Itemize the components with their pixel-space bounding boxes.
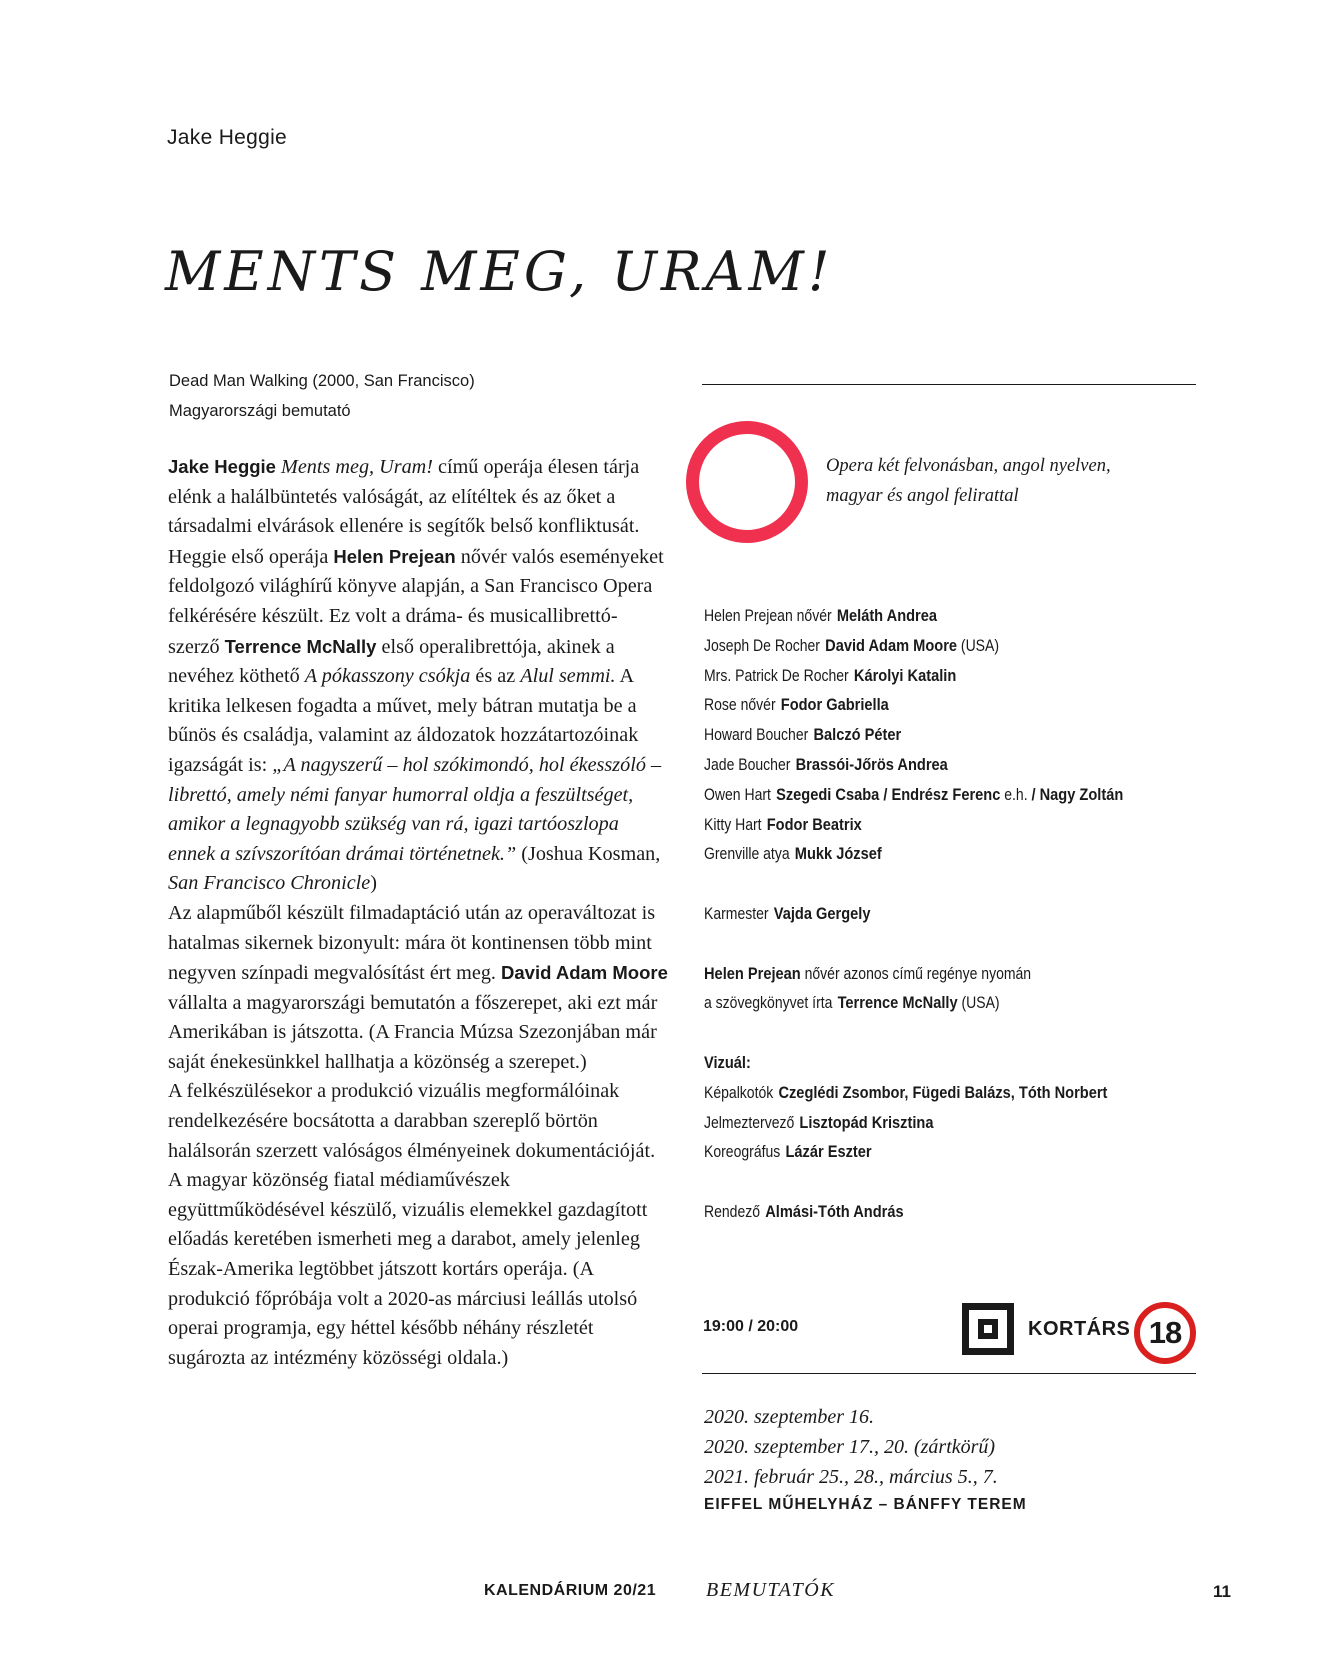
note-line: magyar és angol felirattal	[826, 485, 1019, 506]
body-paragraph	[168, 452, 668, 542]
credit-name: Czeglédi Zsombor, Fügedi Balázs, Tóth Norbert	[778, 1082, 1108, 1102]
italic-text: Ments meg, Uram!	[281, 456, 433, 478]
date-line: 2021. február 25., 28., március 5., 7.	[704, 1466, 998, 1488]
credit-name: David Adam Moore	[825, 635, 958, 655]
credit-role: Kitty Hart	[704, 815, 762, 834]
credit-heading: Helen Prejean	[704, 963, 801, 983]
italic-text: Alul semmi.	[520, 665, 616, 688]
credit-name: Fodor Beatrix	[766, 814, 862, 834]
subtitle-line-premiere: Magyarországi bemutató	[169, 402, 351, 420]
credit-row	[704, 601, 1123, 631]
credits-list	[704, 601, 1123, 1227]
credit-name: Brassói-Jőrös Andrea	[795, 754, 948, 774]
text-run: Heggie első operája	[168, 545, 334, 568]
text-run: vállalta a magyarországi bemutatón a főszerepet, aki ezt már Amerikában is játszotta. (A Francia Múzsa Szezonjában már saját énekesünkkel hallhatja a közönség a szerepet.)	[168, 991, 658, 1073]
text-run: első operalibrettója, akinek a nevéhez köthető	[168, 635, 615, 688]
credit-role: Helen Prejean nővér	[704, 607, 832, 625]
venue: EIFFEL MŰHELYHÁZ – BÁNFFY TEREM	[704, 1496, 1027, 1513]
credit-role: Koreográfus	[704, 1143, 781, 1162]
credit-row	[704, 839, 1123, 869]
credit-name-alt: / Nagy Zoltán	[1031, 784, 1124, 804]
body-paragraph	[168, 542, 668, 899]
credit-row	[704, 720, 1123, 750]
text-run: A felkészülésekor a produkció vizuális megformálóinak rendelkezésére bocsátotta a darabban szereplő börtön halálsorán szerzett valóságos élményeinek dokumentációját. A magyar közönség fiatal médiaművészek együttműködésével készülő, vizuális elemekkel gazdagított előadás keretében ismerheti meg a darabot, amely jelenleg Észak-Amerika legtöbbet játszott kortárs operája. (A produkció főpróbája volt a 2020-as márciusi leállás utolsó operai programja, egy héttel később néhány részletét sugározta az intézmény közösségi oldala.)	[168, 1080, 656, 1369]
credit-role: Owen Hart	[704, 785, 771, 804]
credit-heading: Vizuál:	[704, 1052, 751, 1072]
genre-label: KORTÁRS	[1028, 1318, 1131, 1340]
footer-publication: KALENDÁRIUM 20/21	[484, 1582, 657, 1599]
text-run: Az alapműből készült filmadaptáció után az operaváltozat is hatalmas sikernek bizonyult: mára öt kontinensen több mint negyven színpadi megvalósítást ért meg.	[168, 901, 656, 985]
red-ring-logo	[686, 421, 808, 543]
credit-row	[704, 988, 1123, 1018]
show-time: 19:00 / 20:00	[703, 1318, 799, 1335]
credit-role: a szövegkönyvet írta	[704, 994, 833, 1013]
divider-top	[702, 384, 1196, 385]
subtitle-line-original: Dead Man Walking (2000, San Francisco)	[169, 372, 475, 390]
italic-text: San Francisco Chronicle	[168, 872, 371, 895]
italic-text: A pókasszony csókja	[304, 665, 471, 688]
credit-name: Lisztopád Krisztina	[799, 1112, 934, 1132]
credit-role: Joseph De Rocher	[704, 636, 820, 655]
credit-role: nővér azonos című regénye nyomán	[800, 964, 1032, 983]
credits-spacer	[704, 869, 1123, 899]
credits-spacer	[704, 1167, 1123, 1197]
italic-text: „A nagyszerű – hol szókimondó, hol ékesszóló – librettó, amely némi fanyar humorral oldja a feszültséget, amikor a legnagyobb szükség van rá, igazi tartóoszlopa ennek a szívszorítóan drámai történetnek.”	[168, 753, 662, 865]
credit-row	[704, 899, 1123, 929]
text-run: )	[370, 872, 377, 895]
credit-row	[704, 1048, 1123, 1078]
text-run: (Joshua Kosman,	[516, 842, 661, 865]
credit-name: Balczó Péter	[813, 725, 902, 745]
subtitle	[169, 366, 475, 426]
date-line: 2020. szeptember 17., 20. (zártkörű)	[704, 1436, 996, 1458]
credit-name: Károlyi Katalin	[853, 665, 957, 685]
body-paragraph	[168, 899, 668, 1078]
performance-note	[826, 452, 1111, 511]
credit-row	[704, 631, 1123, 661]
date-line: 2020. szeptember 16.	[704, 1406, 874, 1428]
credit-name: Mukk József	[794, 844, 882, 864]
credit-row	[704, 1078, 1123, 1108]
credit-row	[704, 959, 1123, 989]
composer-name: Jake Heggie	[167, 126, 288, 149]
age-rating-badge: 18	[1134, 1302, 1196, 1364]
credit-suffix: (USA)	[957, 636, 1000, 655]
credit-name: Almási-Tóth András	[765, 1201, 904, 1221]
credit-row	[704, 690, 1123, 720]
credit-row	[704, 1108, 1123, 1138]
bold-name: David Adam Moore	[501, 962, 668, 984]
credit-name: Lázár Eszter	[785, 1142, 872, 1162]
credit-suffix: (USA)	[957, 994, 1000, 1013]
credit-role: Jade Boucher	[704, 755, 791, 774]
credit-row	[704, 780, 1123, 810]
credit-role: Grenville atya	[704, 845, 790, 864]
credit-name: Fodor Gabriella	[780, 695, 889, 715]
credit-suffix: e.h.	[1000, 785, 1032, 804]
text-run: és az	[470, 665, 521, 688]
credit-row	[704, 750, 1123, 780]
article-body	[168, 452, 668, 1373]
credit-role: Képalkotók	[704, 1083, 774, 1102]
bold-name: Helen Prejean	[333, 545, 456, 567]
credit-name: Terrence McNally	[837, 993, 958, 1013]
credit-role: Rendező	[704, 1202, 761, 1221]
credit-role: Jelmeztervező	[704, 1113, 795, 1132]
text-run: A kritika lelkesen fogadta a művet, mely bátran mutatja be a bűnös és családja, valamint az áldozatok hozzátartozóinak igazságát is:	[168, 665, 639, 776]
credits-spacer	[704, 1018, 1123, 1048]
kortars-square-icon	[962, 1303, 1014, 1355]
credit-role: Karmester	[704, 904, 769, 923]
credit-row	[704, 661, 1123, 691]
credit-name: Meláth Andrea	[836, 606, 938, 625]
body-paragraph	[168, 1077, 668, 1373]
bold-name: Jake Heggie	[168, 456, 276, 477]
credit-role: Rose nővér	[704, 696, 776, 715]
note-line: Opera két felvonásban, angol nyelven,	[826, 456, 1111, 476]
footer-section: BEMUTATÓK	[706, 1579, 836, 1601]
text-run: nővér valós eseményeket feldolgozó világhírű könyve alapján, a San Francisco Opera felkérésére készült. Ez volt a dráma- és musicallibrettó-szerző	[168, 545, 664, 658]
text-run: című operája élesen tárja elénk a halálbüntetés valóságát, az elítéltek és az őket a társadalmi elvárások ellenére is segítők belső konfliktusát.	[168, 456, 640, 538]
credit-name: Vajda Gergely	[773, 903, 871, 923]
credit-role: Howard Boucher	[704, 726, 809, 745]
performance-dates	[704, 1402, 998, 1492]
credit-row	[704, 1197, 1123, 1227]
credits-spacer	[704, 929, 1123, 959]
credit-name: Szegedi Csaba / Endrész Ferenc	[776, 784, 1001, 804]
credit-row	[704, 1137, 1123, 1167]
page-number: 11	[1213, 1582, 1231, 1601]
credit-row	[704, 810, 1123, 840]
bold-name: Terrence McNally	[224, 635, 377, 657]
page-title: MENTS MEG, URAM!	[165, 240, 834, 303]
divider-bottom	[702, 1373, 1196, 1374]
credit-role: Mrs. Patrick De Rocher	[704, 666, 849, 685]
